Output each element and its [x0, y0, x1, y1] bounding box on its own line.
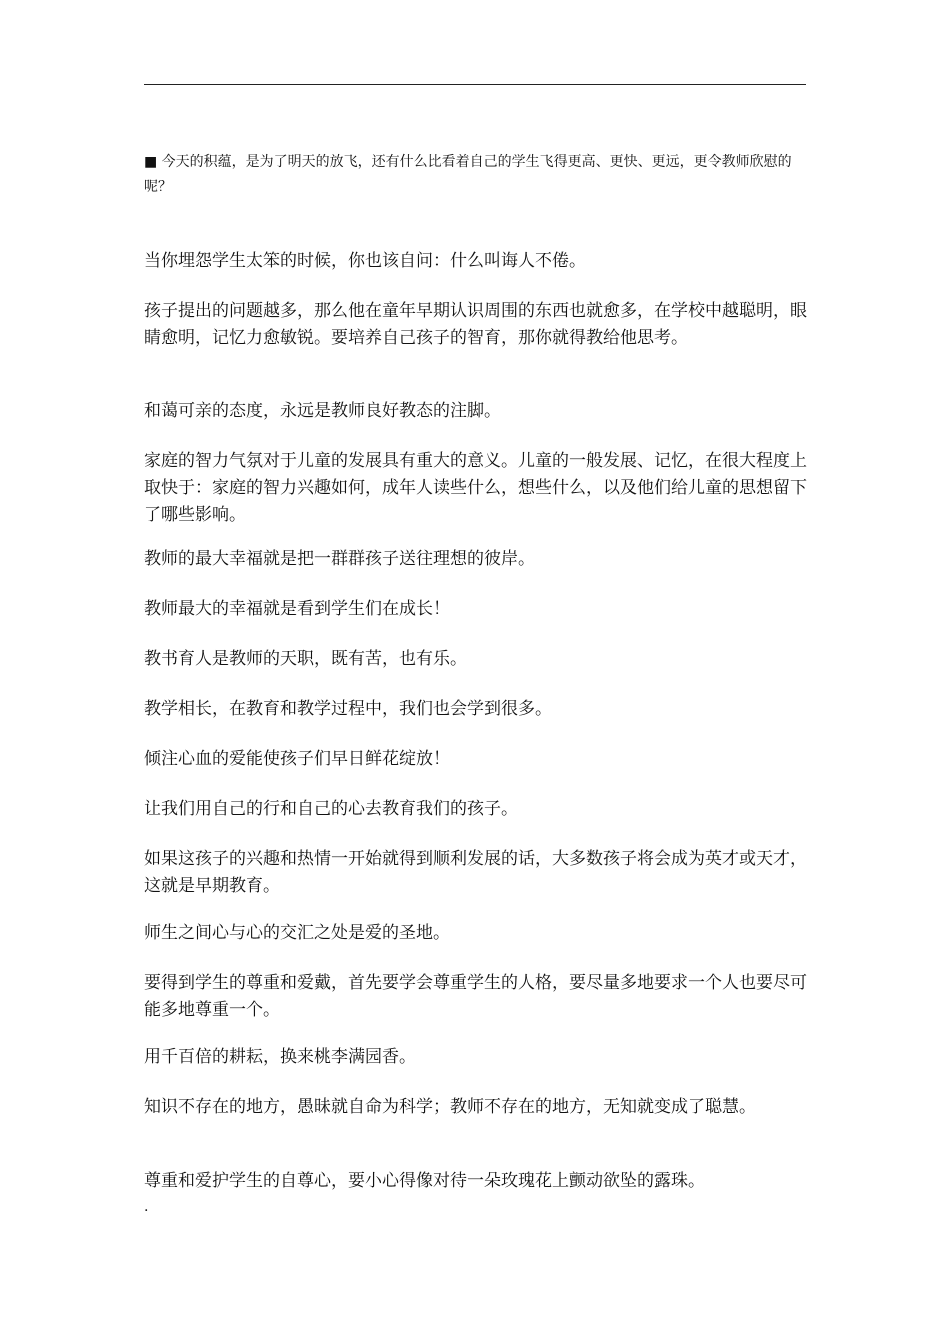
paragraph: 教师最大的幸福就是看到学生们在成长！ [144, 599, 450, 619]
intro-text: ■ 今天的积蕴，是为了明天的放飞，还有什么比看着自己的学生飞得更高、更快、更远，更令教师欣慰的呢？ [144, 154, 792, 195]
paragraph: 知识不存在的地方，愚昧就自命为科学；教师不存在的地方，无知就变成了聪慧。 [144, 1097, 756, 1117]
paragraph: 家庭的智力气氛对于儿童的发展具有重大的意义。儿童的一般发展、记忆，在很大程度上取快于：家庭的智力兴趣如何，成年人读些什么，想些什么，以及他们给儿童的思想留下了哪些影响。 [144, 451, 807, 525]
paragraph: 教书育人是教师的天职，既有苦，也有乐。 [144, 649, 467, 669]
paragraph: 当你埋怨学生太笨的时候，你也该自问：什么叫诲人不倦。 [144, 251, 586, 271]
paragraph: 和蔼可亲的态度，永远是教师良好教态的注脚。 [144, 401, 501, 421]
paragraph: 孩子提出的问题越多，那么他在童年早期认识周围的东西也就愈多，在学校中越聪明，眼睛愈明，记忆力愈敏锐。要培养自己孩子的智育，那你就得教给他思考。 [144, 301, 807, 348]
paragraph: 让我们用自己的行和自己的心去教育我们的孩子。 [144, 799, 518, 819]
paragraph: 尊重和爱护学生的自尊心，要小心得像对待一朵玫瑰花上颤动欲坠的露珠。 [144, 1171, 705, 1191]
paragraph: 师生之间心与心的交汇之处是爱的圣地。 [144, 923, 450, 943]
footer-mark: . [144, 1199, 149, 1215]
paragraph: 倾注心血的爱能使孩子们早日鲜花绽放！ [144, 749, 450, 769]
paragraph: 如果这孩子的兴趣和热情一开始就得到顺利发展的话，大多数孩子将会成为英才或天才，这就是早期教育。 [144, 849, 807, 896]
paragraph: 教师的最大幸福就是把一群群孩子送往理想的彼岸。 [144, 549, 535, 569]
paragraph: 教学相长，在教育和教学过程中，我们也会学到很多。 [144, 699, 552, 719]
paragraph: 要得到学生的尊重和爱戴，首先要学会尊重学生的人格，要尽量多地要求一个人也要尽可能多地尊重一个。 [144, 973, 807, 1020]
paragraph: 用千百倍的耕耘，换来桃李满园香。 [144, 1047, 416, 1067]
header-rule [144, 84, 806, 85]
